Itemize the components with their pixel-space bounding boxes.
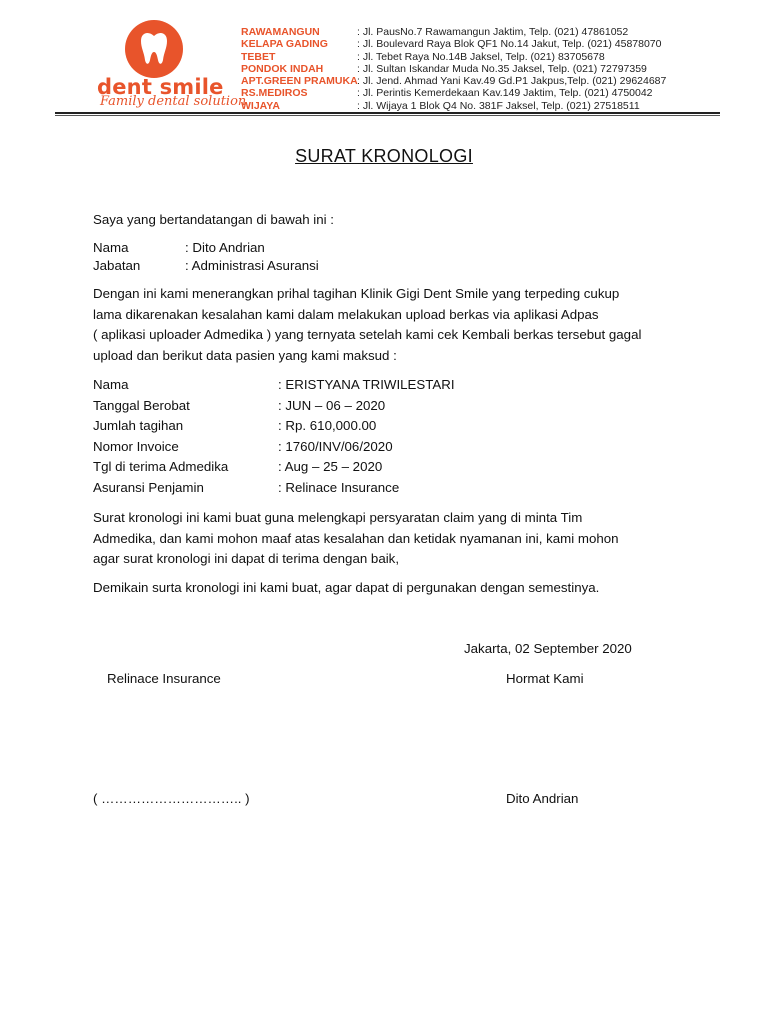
branch-address: : Jl. Tebet Raya No.14B Jaksel, Telp. (021) 83705678 (357, 50, 605, 63)
patient-field-value: : ERISTYANA TRIWILESTARI (278, 377, 455, 392)
patient-field-label: Tanggal Berobat (93, 397, 190, 413)
brand-name: dent smile (97, 75, 224, 99)
tooth-logo (125, 20, 183, 78)
branch-name: APT.GREEN PRAMUKA (241, 75, 358, 88)
paragraph-line: lama dikarenakan kesalahan kami dalam melakukan upload berkas via aplikasi Adpas (93, 306, 599, 322)
paragraph-line: Dengan ini kami menerangkan prihal tagihan Klinik Gigi Dent Smile yang terpeding cukup (93, 286, 620, 301)
patient-field-label: Asuransi Penjamin (93, 479, 204, 495)
branch-address: : Jl. Wijaya 1 Blok Q4 No. 381F Jaksel, Telp. (021) 27518511 (357, 99, 640, 112)
branch-address: : Jl. Boulevard Raya Blok QF1 No.14 Jakut, Telp. (021) 45878070 (357, 38, 662, 51)
paragraph-1 (93, 284, 674, 366)
paragraph-2 (93, 508, 674, 570)
branch-address: : Jl. Jend. Ahmad Yani Kav.49 Gd.P1 Jakpus,Telp. (021) 29624687 (357, 75, 667, 88)
patient-field-value: : 1760/INV/06/2020 (278, 438, 393, 454)
paragraph-line: ( aplikasi uploader Admedika ) yang ternyata setelah kami cek Kembali berkas tersebut gagal (93, 327, 642, 342)
brand-tagline: Family dental solution (100, 94, 247, 109)
paragraph-line: agar surat kronologi ini dapat di terima dengan baik, (93, 551, 400, 566)
branch-name: KELAPA GADING (241, 38, 328, 51)
intro-text: Saya yang bertandatangan di bawah ini : (93, 212, 334, 227)
branch-address: : Jl. Perintis Kemerdekaan Kav.149 Jaktim, Telp. (021) 4750042 (357, 87, 653, 100)
branch-name: WIJAYA (241, 99, 280, 112)
patient-field-label: Tgl di terima Admedika (93, 459, 229, 474)
patient-field-value: : JUN – 06 – 2020 (278, 397, 386, 413)
patient-field-label: Nomor Invoice (93, 438, 179, 454)
closing-paragraph: Demikain surta kronologi ini kami buat, agar dapat di pergunakan dengan semestinya. (93, 580, 600, 595)
paragraph-line: Admedika, dan kami mohon maaf atas kesalahan dan ketidak nyamanan ini, kami mohon (93, 530, 619, 546)
branch-address: : Jl. PausNo.7 Rawamangun Jaktim, Telp. (021) 47861052 (357, 26, 629, 38)
header-divider (55, 112, 720, 114)
patient-field-value: : Aug – 25 – 2020 (278, 459, 383, 474)
paragraph-line: upload dan berikut data pasien yang kami maksud : (93, 347, 397, 363)
left-party: Relinace Insurance (107, 671, 221, 686)
patient-field-value: : Rp. 610,000.00 (278, 418, 377, 433)
signer-position-value: : Administrasi Asuransi (185, 258, 319, 273)
paragraph-line: Surat kronologi ini kami buat guna melengkapi persyaratan claim yang di minta Tim (93, 510, 583, 525)
branch-address: : Jl. Sultan Iskandar Muda No.35 Jaksel, Telp. (021) 72797359 (357, 62, 647, 75)
patient-field-value: : Relinace Insurance (278, 479, 400, 495)
tooth-icon (139, 30, 169, 66)
right-party: Hormat Kami (506, 671, 584, 686)
place-date: Jakarta, 02 September 2020 (464, 641, 632, 656)
branch-name: PONDOK INDAH (241, 62, 324, 75)
signer-name-value: : Dito Andrian (185, 240, 265, 255)
patient-field-label: Nama (93, 377, 129, 392)
branch-name: RAWAMANGUN (241, 26, 320, 38)
branch-name: TEBET (241, 50, 276, 63)
signer-position-label: Jabatan (93, 258, 141, 273)
header-divider-thin (55, 115, 720, 116)
page-title: SURAT KRONOLOGI (295, 146, 473, 166)
patient-field-label: Jumlah tagihan (93, 418, 184, 433)
branch-name: RS.MEDIROS (241, 87, 308, 100)
letterhead (0, 0, 768, 116)
right-signature-name: Dito Andrian (506, 791, 579, 806)
left-signature-line: ( ………………………….. ) (93, 791, 250, 806)
signer-name-label: Nama (93, 240, 129, 255)
